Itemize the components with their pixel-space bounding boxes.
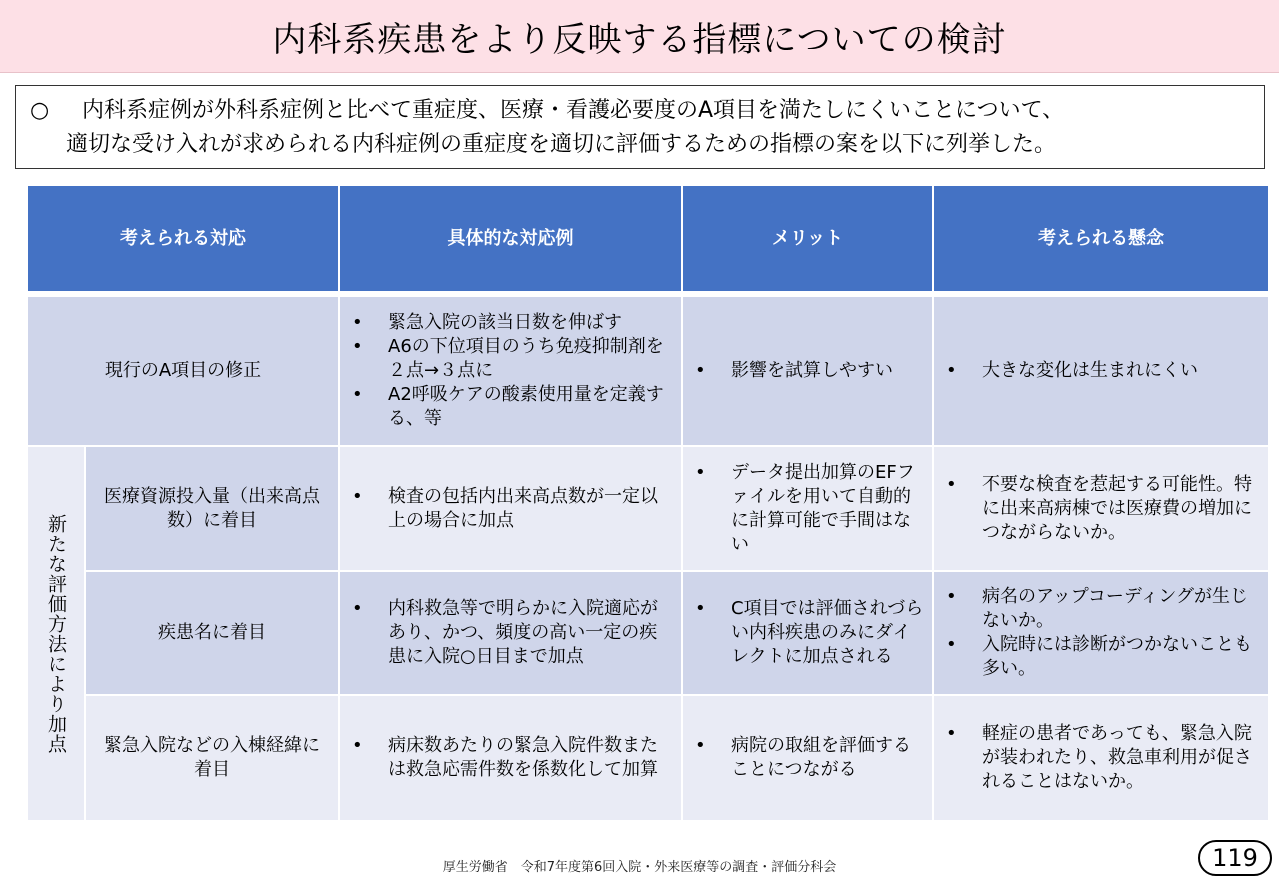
list-item: • 病名のアップコーディングが生じないか。 xyxy=(942,585,1262,633)
list-item: • 病床数あたりの緊急入院件数または救急応需件数を係数化して加算 xyxy=(348,734,675,782)
list-item: • 緊急入院の該当日数を伸ばす xyxy=(348,311,675,335)
list-item: • 内科救急等で明らかに入院適応があり、かつ、頻度の高い一定の疾患に入院○日目まで加点 xyxy=(348,597,675,669)
row4-response: 緊急入院などの入棟経緯に着目 xyxy=(86,696,338,820)
list-item: • 検査の包括内出来高点数が一定以上の場合に加点 xyxy=(348,485,675,533)
list-item: • データ提出加算のEFファイルを用いて自動的に計算可能で手間はない xyxy=(691,461,926,557)
row2-merits xyxy=(683,447,932,570)
list-item: • 不要な検査を惹起する可能性。特に出来高病棟では医療費の増加につながらないか。 xyxy=(942,473,1262,545)
list-item: • C項目では評価されづらい内科疾患のみにダイレクトに加点される xyxy=(691,597,926,669)
row3-concerns xyxy=(934,572,1268,694)
list-item: • 軽症の患者であっても、緊急入院が装われたり、救急車利用が促されることはないか。 xyxy=(942,722,1262,794)
summary-box xyxy=(15,85,1265,169)
comparison-table xyxy=(28,186,1268,820)
header-merits: メリット xyxy=(683,186,932,291)
row4-concerns xyxy=(934,696,1268,820)
group-label-text: 新たな評価方法により加点 xyxy=(45,513,67,754)
row3-merits xyxy=(683,572,932,694)
list-item: • A6の下位項目のうち免疫抑制剤を２点→３点に xyxy=(348,335,675,383)
row4-examples xyxy=(340,696,681,820)
page-title: 内科系疾患をより反映する指標についての検討 xyxy=(272,19,1007,60)
row3-response: 疾患名に着目 xyxy=(86,572,338,694)
group-label xyxy=(28,447,84,820)
row2-concerns xyxy=(934,447,1268,570)
page-number: 119 xyxy=(1198,840,1272,876)
list-item: • 大きな変化は生まれにくい xyxy=(942,359,1262,383)
summary-text-1: 内科系症例が外科系症例と比べて重症度、医療・看護必要度のA項目を満たしにくいことについて、 xyxy=(82,98,1065,123)
row4-merits xyxy=(683,696,932,820)
row2-response: 医療資源投入量（出来高点数）に着目 xyxy=(86,447,338,570)
list-item: • 入院時には診断がつかないことも多い。 xyxy=(942,633,1262,681)
row1-concerns xyxy=(934,297,1268,445)
title-bar xyxy=(0,0,1279,73)
row1-examples xyxy=(340,297,681,445)
summary-text-2: 適切な受け入れが求められる内科症例の重症度を適切に評価するための指標の案を以下に列挙した。 xyxy=(66,132,1057,157)
row2-examples xyxy=(340,447,681,570)
footer-source: 厚生労働省 令和7年度第6回入院・外来医療等の調査・評価分科会 xyxy=(442,860,837,875)
list-item: • 病院の取組を評価することにつながる xyxy=(691,734,926,782)
row1-merits xyxy=(683,297,932,445)
circle-bullet-icon: ○ xyxy=(30,98,50,123)
list-item: • 影響を試算しやすい xyxy=(691,359,926,383)
row3-examples xyxy=(340,572,681,694)
header-response: 考えられる対応 xyxy=(28,186,338,291)
summary-line-1 xyxy=(30,94,1264,128)
list-item: • A2呼吸ケアの酸素使用量を定義する、等 xyxy=(348,383,675,431)
header-concerns: 考えられる懸念 xyxy=(934,186,1268,291)
row1-response: 現行のA項目の修正 xyxy=(28,297,338,445)
header-examples: 具体的な対応例 xyxy=(340,186,681,291)
